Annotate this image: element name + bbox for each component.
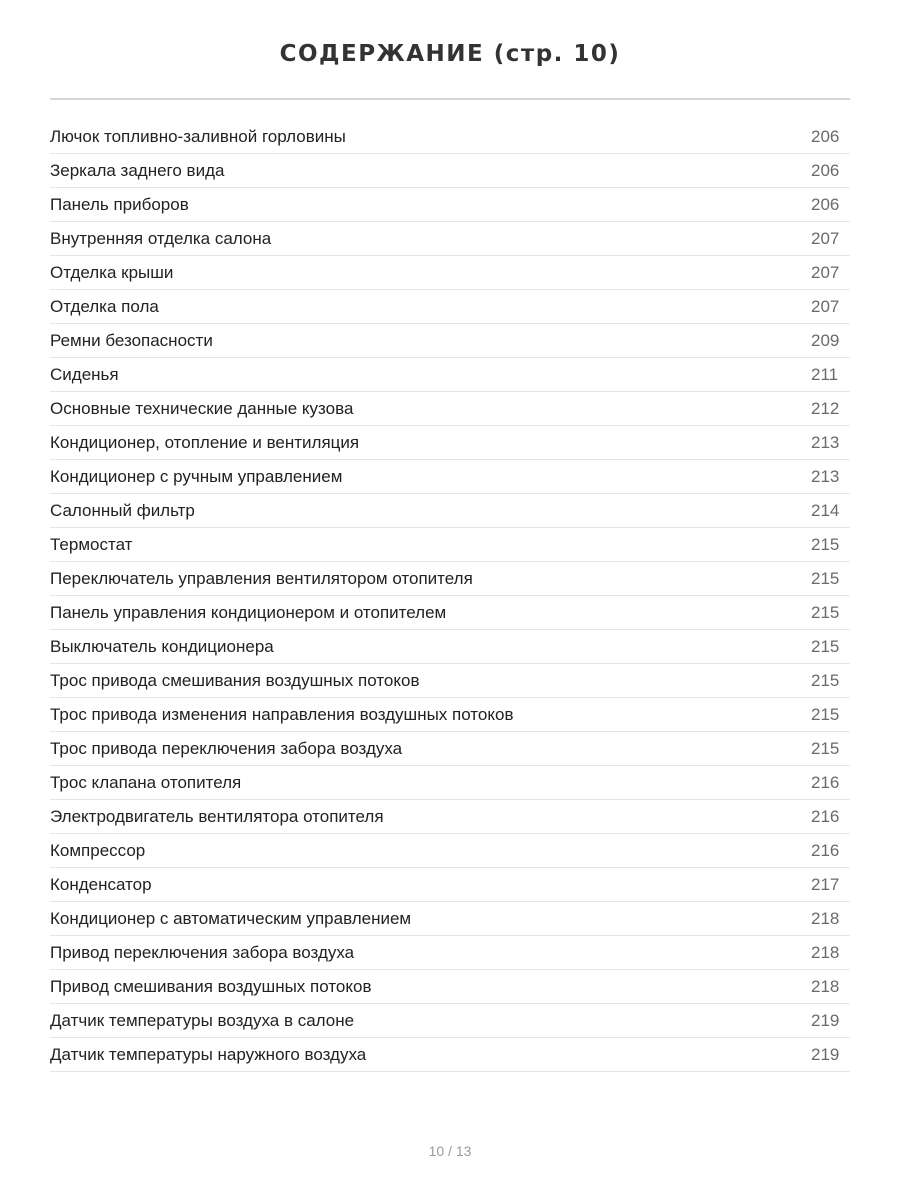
- toc-entry[interactable]: [50, 154, 850, 188]
- toc-entry-title: Панель управления кондиционером и отопителем: [50, 602, 447, 622]
- toc-entry-title: Лючок топливно-заливной горловины: [50, 126, 346, 146]
- toc-entry[interactable]: [50, 392, 850, 426]
- toc-entry-title: Трос клапана отопителя: [50, 772, 242, 792]
- toc-entry-page-number: 215: [811, 602, 840, 622]
- toc-entry-page-number: 207: [811, 296, 840, 316]
- toc-entry[interactable]: [50, 494, 850, 528]
- toc-entry-page-number: 215: [811, 670, 840, 690]
- toc-entry[interactable]: [50, 290, 850, 324]
- toc-list: [50, 120, 850, 1072]
- toc-entry-page-number: 218: [811, 908, 840, 928]
- toc-entry-title: Датчик температуры наружного воздуха: [50, 1044, 367, 1064]
- toc-entry-page-number: 213: [811, 466, 840, 486]
- toc-entry-page-number: 206: [811, 160, 840, 180]
- toc-entry-page-number: 206: [811, 194, 840, 214]
- toc-entry[interactable]: [50, 766, 850, 800]
- toc-entry-title: Трос привода изменения направления воздушных потоков: [50, 704, 514, 724]
- toc-entry-page-number: 216: [811, 840, 840, 860]
- toc-entry-title: Конденсатор: [50, 874, 152, 894]
- toc-entry-page-number: 212: [811, 398, 840, 418]
- toc-entry[interactable]: [50, 1038, 850, 1072]
- toc-entry-page-number: 215: [811, 534, 840, 554]
- toc-entry-title: Кондиционер, отопление и вентиляция: [50, 432, 360, 452]
- toc-entry[interactable]: [50, 324, 850, 358]
- page-title: СОДЕРЖАНИЕ (стр. 10): [279, 41, 621, 67]
- toc-entry-title: Кондиционер с ручным управлением: [50, 466, 343, 486]
- toc-entry-page-number: 211: [811, 364, 839, 384]
- toc-entry-page-number: 214: [811, 500, 840, 520]
- toc-entry[interactable]: [50, 834, 850, 868]
- toc-entry-page-number: 215: [811, 738, 840, 758]
- toc-entry[interactable]: [50, 902, 850, 936]
- toc-entry-page-number: 217: [811, 874, 840, 894]
- toc-entry-title: Выключатель кондиционера: [50, 636, 274, 656]
- toc-entry-title: Внутренняя отделка салона: [50, 228, 272, 248]
- toc-entry-page-number: 215: [811, 636, 840, 656]
- toc-entry-page-number: 209: [811, 330, 840, 350]
- toc-entry[interactable]: [50, 630, 850, 664]
- toc-entry[interactable]: [50, 562, 850, 596]
- toc-entry[interactable]: [50, 426, 850, 460]
- toc-entry-page-number: 206: [811, 126, 840, 146]
- toc-entry-title: Привод смешивания воздушных потоков: [50, 976, 372, 996]
- toc-entry-page-number: 207: [811, 228, 840, 248]
- toc-entry-page-number: 216: [811, 772, 840, 792]
- toc-entry-title: Термостат: [50, 534, 133, 554]
- toc-entry[interactable]: [50, 120, 850, 154]
- page-counter: 10 / 13: [428, 1143, 472, 1159]
- toc-entry[interactable]: [50, 188, 850, 222]
- toc-entry-page-number: 219: [811, 1044, 840, 1064]
- toc-entry-title: Сиденья: [50, 364, 119, 384]
- toc-entry-title: Переключатель управления вентилятором отопителя: [50, 568, 473, 588]
- toc-entry[interactable]: [50, 358, 850, 392]
- title-divider: [50, 98, 850, 100]
- toc-entry[interactable]: [50, 222, 850, 256]
- toc-entry[interactable]: [50, 1004, 850, 1038]
- toc-entry[interactable]: [50, 256, 850, 290]
- toc-entry-page-number: 219: [811, 1010, 840, 1030]
- toc-entry-title: Датчик температуры воздуха в салоне: [50, 1010, 355, 1030]
- toc-entry-title: Отделка пола: [50, 296, 159, 316]
- toc-entry-page-number: 207: [811, 262, 840, 282]
- toc-entry[interactable]: [50, 970, 850, 1004]
- toc-entry-title: Привод переключения забора воздуха: [50, 942, 355, 962]
- toc-entry[interactable]: [50, 460, 850, 494]
- toc-entry[interactable]: [50, 596, 850, 630]
- toc-entry[interactable]: [50, 732, 850, 766]
- toc-entry-title: Трос привода переключения забора воздуха: [50, 738, 403, 758]
- toc-entry-title: Салонный фильтр: [50, 500, 195, 520]
- toc-entry-title: Отделка крыши: [50, 262, 174, 282]
- toc-entry-title: Зеркала заднего вида: [50, 160, 225, 180]
- toc-entry-page-number: 215: [811, 704, 840, 724]
- toc-entry-title: Панель приборов: [50, 194, 189, 214]
- toc-entry-page-number: 215: [811, 568, 840, 588]
- toc-entry-page-number: 213: [811, 432, 840, 452]
- toc-entry[interactable]: [50, 528, 850, 562]
- toc-entry[interactable]: [50, 868, 850, 902]
- toc-entry-title: Электродвигатель вентилятора отопителя: [50, 806, 384, 826]
- toc-entry-title: Ремни безопасности: [50, 330, 213, 350]
- toc-entry-title: Трос привода смешивания воздушных потоков: [50, 670, 420, 690]
- toc-entry-page-number: 218: [811, 942, 840, 962]
- toc-entry-page-number: 218: [811, 976, 840, 996]
- toc-entry-title: Кондиционер с автоматическим управлением: [50, 908, 412, 928]
- toc-entry-title: Компрессор: [50, 840, 146, 860]
- toc-entry[interactable]: [50, 664, 850, 698]
- toc-entry[interactable]: [50, 936, 850, 970]
- toc-entry-title: Основные технические данные кузова: [50, 398, 354, 418]
- toc-entry-page-number: 216: [811, 806, 840, 826]
- toc-entry[interactable]: [50, 800, 850, 834]
- toc-entry[interactable]: [50, 698, 850, 732]
